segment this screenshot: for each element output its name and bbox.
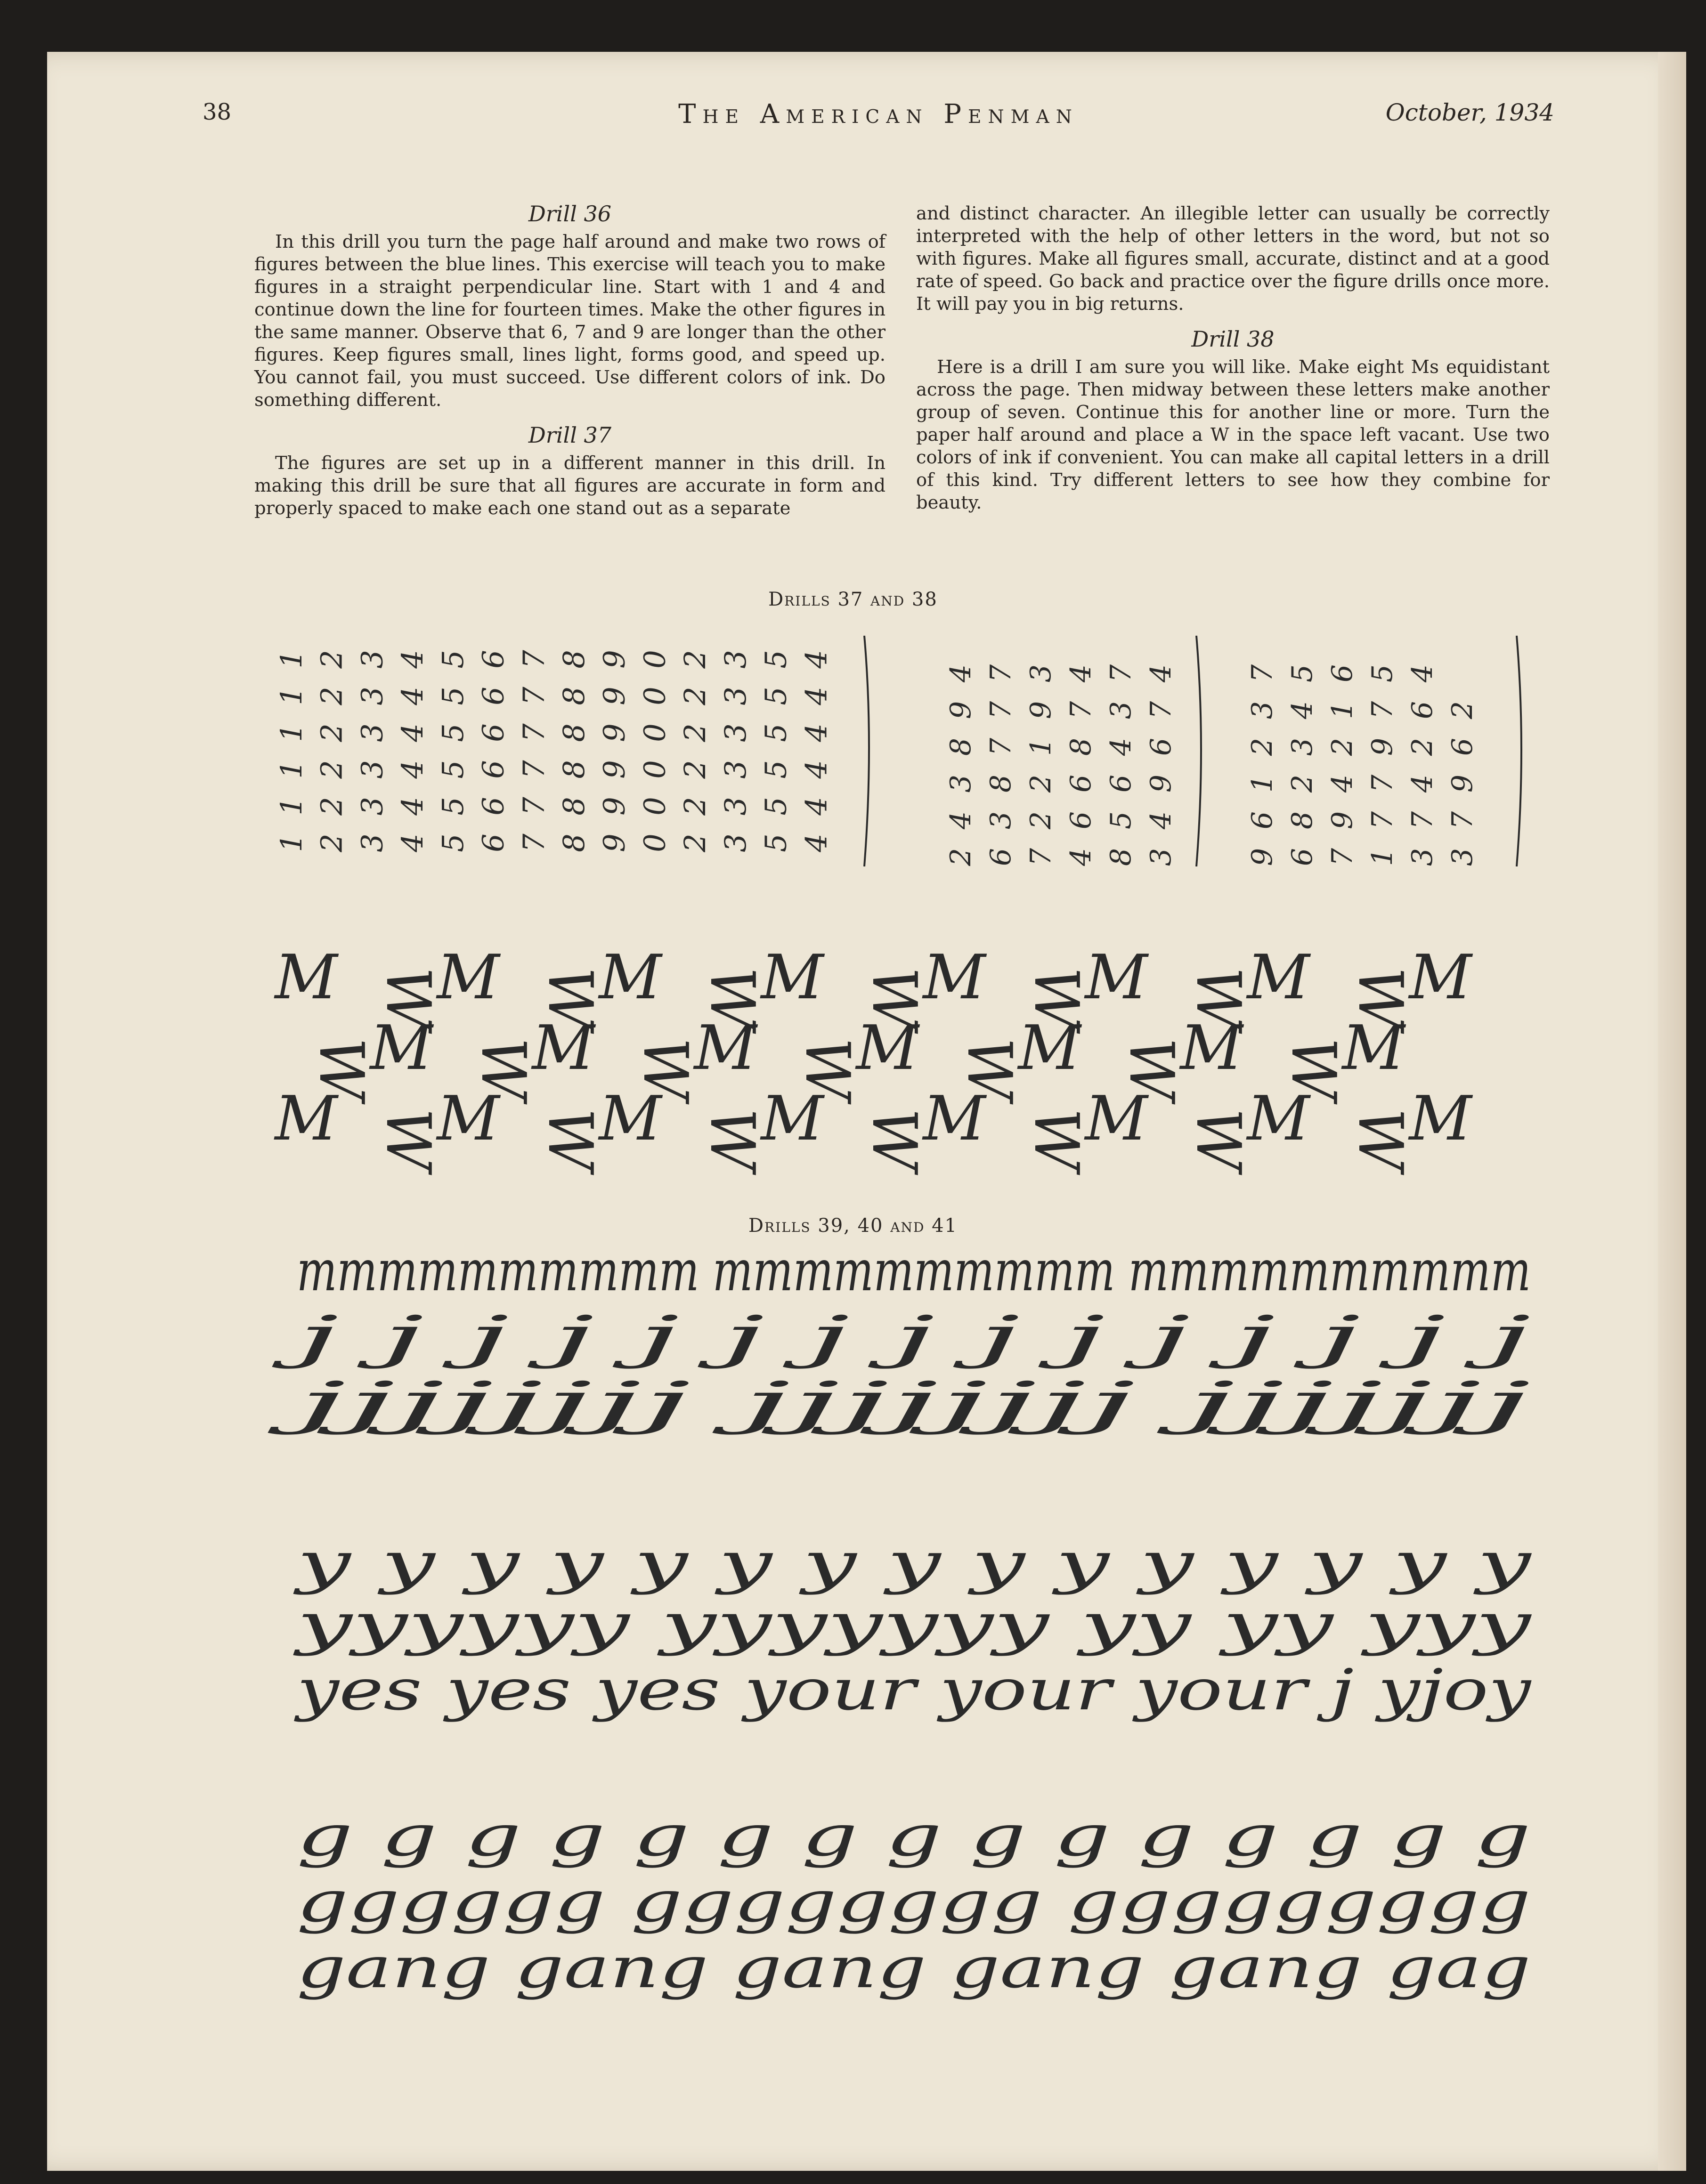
- drill-37b-figure: 9: [1366, 737, 1399, 756]
- figure-drill-37a-specimen: [944, 631, 1210, 876]
- drill-37a-figure: 9: [1145, 774, 1178, 793]
- figure-rows-a-svg: [944, 631, 1210, 876]
- drill-36-figure: 0: [637, 797, 672, 816]
- capital-w-letter: W: [697, 967, 768, 1030]
- drill-36-figure: 6: [476, 687, 511, 705]
- drill-37a-figure: 7: [1105, 664, 1137, 683]
- drill-36-figure: 5: [435, 650, 470, 669]
- drill-37a-figure: 7: [984, 664, 1017, 683]
- drill-36-figure: 2: [314, 760, 349, 779]
- drill-36-figure: 1: [274, 797, 309, 816]
- drill-36-figure: 5: [435, 687, 470, 705]
- bracket-line: [864, 636, 869, 866]
- bracket-line: [1196, 636, 1201, 866]
- drill-36-figure: 9: [597, 650, 632, 669]
- drill-36-figure: 3: [355, 797, 390, 816]
- running-head: [203, 99, 1554, 137]
- drill-37a-figure: 4: [1064, 664, 1097, 683]
- capital-m-letter: M: [856, 1012, 919, 1084]
- drill-36-figure: 6: [476, 833, 511, 852]
- drill-36-figure: 3: [355, 833, 390, 852]
- drill-36-figure: 3: [355, 760, 390, 779]
- drill-36-figure: 5: [435, 833, 470, 852]
- drill-36-figure: 4: [799, 723, 834, 742]
- drill-37b-figure: 8: [1286, 811, 1319, 830]
- capital-w-letter: W: [1183, 1108, 1254, 1171]
- capital-w-letter: W: [859, 1108, 930, 1171]
- drill-37b-figure: 4: [1406, 774, 1439, 793]
- drill-37b-figure: 6: [1406, 701, 1439, 720]
- drill-37b-figure: 2: [1406, 737, 1439, 756]
- drill-36-figure: 0: [637, 723, 672, 742]
- capital-m-letter: M: [1085, 941, 1148, 1013]
- drill-37-body: The figures are set up in a different manner in this drill. In making this drill be sure that all figures are accurate in form and properly spaced to make each one stand out as a separate: [254, 453, 885, 519]
- capital-m-letter: M: [370, 1012, 433, 1084]
- drill-36-figure: 2: [678, 760, 713, 779]
- drill-36-figure: 5: [435, 723, 470, 742]
- capital-m-letter: M: [923, 941, 986, 1013]
- drill-37b-figure: 3: [1286, 737, 1319, 756]
- capital-w-letter: W: [306, 1037, 377, 1100]
- drill-37a-figure: 8: [984, 774, 1017, 793]
- drill-37a-figure: 6: [984, 848, 1017, 866]
- drill-37-continuation: and distinct character. An illegible letter can usually be correctly interpreted with the help of other letters in the word, but not so with figures. Make all figures small, accurate, distinct and at a good rate of speed. Go back and practice over the figure drills once more. It will pay you in big returns.: [916, 203, 1550, 315]
- caption-drills-37-38: Drills 37 and 38: [768, 589, 938, 610]
- capital-m-letter: M: [437, 1083, 500, 1154]
- drill-37b-figure: 6: [1446, 737, 1479, 756]
- caption-drills-39-41: Drills 39, 40 and 41: [748, 1215, 958, 1237]
- drill-37a-figure: 6: [1064, 774, 1097, 793]
- drill-37a-figure: 6: [1105, 774, 1137, 793]
- drill-37b-figure: 9: [1326, 811, 1359, 830]
- drill-37a-figure: 4: [944, 811, 977, 830]
- drill-36-figure: 0: [637, 833, 672, 852]
- drill-37b-figure: 2: [1246, 737, 1279, 756]
- drill-36-figure: 6: [476, 760, 511, 779]
- drill-36-figure: 2: [314, 650, 349, 669]
- drill-36-figure: 2: [678, 687, 713, 705]
- drill-37a-figure: 4: [1064, 848, 1097, 866]
- drill-37b-figure: 7: [1366, 701, 1399, 720]
- drill-37a-figure: 4: [1145, 811, 1178, 830]
- capital-m-letter: M: [1409, 941, 1472, 1013]
- capital-w-letter: W: [535, 967, 606, 1030]
- drill-37a-figure: 7: [984, 737, 1017, 756]
- drill-37b-figure: 6: [1286, 848, 1319, 866]
- drill-36-figure: 1: [274, 833, 309, 852]
- drill-36-figure: 4: [395, 723, 430, 742]
- drill-37a-figure: 9: [1024, 701, 1057, 720]
- drill-36-figure: 2: [678, 723, 713, 742]
- drill-36-figure: 4: [799, 760, 834, 779]
- drill-37a-figure: 2: [944, 848, 977, 866]
- drill-36-figure: 6: [476, 650, 511, 669]
- drill-37b-figure: 7: [1366, 774, 1399, 793]
- capital-w-letter: W: [697, 1108, 768, 1171]
- drill-36-figure: 5: [758, 723, 793, 742]
- figure-drill-37b-specimen: [1248, 631, 1531, 876]
- drill-37a-figure: 6: [1064, 811, 1097, 830]
- figure-columns-svg: [274, 631, 876, 876]
- drill-37a-figure: 3: [944, 774, 977, 793]
- drill-38-heading: Drill 38: [1191, 326, 1275, 352]
- capital-w-letter: W: [1345, 967, 1416, 1030]
- drill-36-figure: 2: [314, 797, 349, 816]
- drill-37a-figure: 6: [1145, 737, 1178, 756]
- drill-37b-figure: 3: [1406, 848, 1439, 866]
- drill-37a-figure: 2: [1024, 774, 1057, 793]
- capital-w-letter: W: [468, 1037, 539, 1100]
- drill-36-figure: 4: [395, 650, 430, 669]
- drill-36-figure: 7: [516, 760, 551, 779]
- capital-m-letter: M: [1342, 1012, 1405, 1084]
- drill-37b-figure: 5: [1286, 664, 1319, 683]
- cursive-drills-specimen: [268, 1238, 1554, 2006]
- drill-37a-figure: 9: [944, 701, 977, 720]
- drill-37-heading: Drill 37: [528, 422, 612, 448]
- page-binding-shadow: [1658, 52, 1686, 2171]
- capital-w-letter: W: [630, 1037, 701, 1100]
- drill-37a-figure: 5: [1105, 811, 1137, 830]
- drill-36-figure: 3: [355, 650, 390, 669]
- drill-37a-figure: 8: [944, 737, 977, 756]
- drill-36-figure: 6: [476, 723, 511, 742]
- capital-m-letter: M: [437, 941, 500, 1013]
- capital-m-letter: M: [761, 941, 824, 1013]
- capital-w-letter: W: [373, 1108, 444, 1171]
- drill-36-figure: 3: [718, 650, 753, 669]
- drill-37b-figure: 3: [1246, 701, 1279, 720]
- capital-w-letter: W: [1021, 967, 1092, 1030]
- drill-36-figure: 0: [637, 760, 672, 779]
- drill-36-figure: 2: [678, 833, 713, 852]
- drill-36-figure: 4: [395, 833, 430, 852]
- drill-37a-figure: 4: [1145, 664, 1178, 683]
- capital-m-letter: M: [1180, 1012, 1243, 1084]
- drill-37b-figure: 2: [1326, 737, 1359, 756]
- drill-37a-figure: 3: [1145, 848, 1178, 866]
- cursive-line: gang gang gang gang gang gag: [297, 1935, 1531, 2001]
- drill-38-body: Here is a drill I am sure you will like. Make eight Ms equidistant across the page. Then midway between these letters make another group of seven. Continue this for another line or more. Turn the paper half around and place a W in the space left vacant. Use two colors of ink if convenient. You can make all capital letters in a drill of this kind. Try different letters to see how they combine for beauty.: [916, 356, 1550, 513]
- drill-37a-figure: 7: [1064, 701, 1097, 720]
- capital-m-letter: M: [599, 1083, 662, 1154]
- figure-rows-b-svg: [1248, 631, 1531, 876]
- drill-36-figure: 1: [274, 687, 309, 705]
- drill-37b-figure: 1: [1246, 774, 1279, 793]
- drill-37b-figure: 4: [1326, 774, 1359, 793]
- drill-37b-figure: 7: [1326, 848, 1359, 866]
- drill-36-figure: 0: [637, 687, 672, 705]
- drill-36-figure: 1: [274, 650, 309, 669]
- drill-37b-figure: 7: [1446, 811, 1479, 830]
- figure-drill-36-specimen: [274, 631, 876, 876]
- drill-37b-figure: 9: [1246, 848, 1279, 866]
- capital-m-letter: M: [761, 1083, 824, 1154]
- capital-w-letter: W: [1345, 1108, 1416, 1171]
- capital-m-letter: M: [1247, 1083, 1310, 1154]
- drill-36-figure: 3: [718, 723, 753, 742]
- left-column: [254, 202, 885, 532]
- drill-36-figure: 1: [274, 723, 309, 742]
- bracket-line: [1517, 636, 1521, 866]
- drill-37a-figure: 1: [1024, 737, 1057, 756]
- drill-36-figure: 8: [557, 650, 591, 669]
- drill-36-figure: 9: [597, 833, 632, 852]
- drill-36-figure: 5: [758, 650, 793, 669]
- cursive-line: gggggg gggggggg ggggggggg: [297, 1869, 1531, 1935]
- journal-title: The American Penman: [678, 99, 1079, 129]
- drill-37b-figure: 4: [1286, 701, 1319, 720]
- drill-37a-figure: 4: [1105, 737, 1137, 756]
- drill-37a-figure: 8: [1105, 848, 1137, 866]
- drill-37a-figure: 7: [1024, 848, 1057, 866]
- drill-36-heading: Drill 36: [528, 201, 612, 226]
- cursive-lines-svg: [268, 1238, 1554, 2006]
- drill-36-figure: 5: [758, 760, 793, 779]
- capital-w-letter: W: [859, 967, 930, 1030]
- drill-37b-figure: 6: [1246, 811, 1279, 830]
- capital-m-letter: M: [1018, 1012, 1081, 1084]
- drill-36-figure: 9: [597, 687, 632, 705]
- drill-36-figure: 8: [557, 760, 591, 779]
- drill-36-figure: 7: [516, 797, 551, 816]
- drill-36-figure: 5: [435, 760, 470, 779]
- cursive-line: jjjjjjjj jjjjjjjj jjjjjjj: [268, 1370, 1531, 1436]
- drill-37a-figure: 7: [1145, 701, 1178, 720]
- capital-m-w-drill-specimen: [275, 941, 1550, 1173]
- drill-36-figure: 0: [637, 650, 672, 669]
- drill-37b-figure: 1: [1366, 848, 1399, 866]
- drill-36-figure: 4: [799, 687, 834, 705]
- drill-36-figure: 7: [516, 833, 551, 852]
- capital-m-letter: M: [1409, 1083, 1472, 1154]
- drill-37b-figure: 5: [1366, 664, 1399, 683]
- cursive-line: y y y y y y y y y y y y y y y: [292, 1530, 1533, 1596]
- drill-36-figure: 5: [758, 797, 793, 816]
- capital-w-letter: W: [1116, 1037, 1187, 1100]
- drill-36-figure: 8: [557, 687, 591, 705]
- drill-37b-figure: 3: [1446, 848, 1479, 866]
- drill-37b-figure: 6: [1326, 664, 1359, 683]
- drill-37a-figure: 3: [1105, 701, 1137, 720]
- capital-m-letter: M: [532, 1012, 595, 1084]
- drill-36-figure: 4: [395, 687, 430, 705]
- capital-m-letter: M: [1247, 941, 1310, 1013]
- page-number: 38: [203, 99, 232, 125]
- drill-36-figure: 4: [395, 760, 430, 779]
- drill-36-figure: 3: [718, 687, 753, 705]
- cursive-line: yyyyyy yyyyyyy yy yy yyy: [292, 1592, 1533, 1657]
- drill-37a-figure: 8: [1064, 737, 1097, 756]
- capital-m-letter: M: [275, 1083, 338, 1154]
- cursive-line: mmmmmmmmmm mmmmmmmmmm mmmmmmmmmm: [297, 1238, 1531, 1304]
- drill-37b-figure: 2: [1446, 701, 1479, 720]
- drill-36-figure: 7: [516, 723, 551, 742]
- drill-37b-figure: 7: [1366, 811, 1399, 830]
- drill-37a-figure: 2: [1024, 811, 1057, 830]
- capital-m-letter: M: [923, 1083, 986, 1154]
- drill-36-figure: 2: [314, 723, 349, 742]
- drill-37b-figure: 9: [1446, 774, 1479, 793]
- drill-36-figure: 2: [678, 650, 713, 669]
- drill-36-figure: 5: [435, 797, 470, 816]
- drill-36-figure: 3: [355, 687, 390, 705]
- right-column: [916, 202, 1550, 526]
- drill-36-figure: 2: [678, 797, 713, 816]
- capital-w-letter: W: [1278, 1037, 1349, 1100]
- drill-37a-figure: 3: [1024, 664, 1057, 683]
- capital-w-letter: W: [1021, 1108, 1092, 1171]
- drill-36-figure: 1: [274, 760, 309, 779]
- drill-37b-figure: 1: [1326, 701, 1359, 720]
- drill-36-figure: 8: [557, 833, 591, 852]
- drill-36-figure: 2: [314, 833, 349, 852]
- drill-37a-figure: 4: [944, 664, 977, 683]
- drill-37b-figure: 7: [1246, 664, 1279, 683]
- capital-m-letter: M: [599, 941, 662, 1013]
- drill-36-figure: 5: [758, 833, 793, 852]
- capital-m-letter: M: [1085, 1083, 1148, 1154]
- cursive-line: j j j j j j j j j j j j j j j: [272, 1304, 1531, 1370]
- capital-w-letter: W: [373, 967, 444, 1030]
- drill-36-figure: 4: [799, 797, 834, 816]
- drill-37b-figure: 2: [1286, 774, 1319, 793]
- drill-36-figure: 3: [355, 723, 390, 742]
- drill-36-figure: 4: [799, 833, 834, 852]
- capital-m-letter: M: [275, 941, 338, 1013]
- drill-36-figure: 3: [718, 760, 753, 779]
- drill-36-figure: 7: [516, 650, 551, 669]
- capital-w-letter: W: [954, 1037, 1025, 1100]
- cursive-line: g g g g g g g g g g g g g g g: [297, 1804, 1531, 1869]
- drill-36-body: In this drill you turn the page half around and make two rows of figures between the blue lines. This exercise will teach you to make figures in a straight perpendicular line. Start with 1 and 4 and continue down the line for fourteen times. Make the other figures in the same manner. Observe that 6, 7 and 9 are longer than the other figures. Keep figures small, lines light, forms good, and speed up. You cannot fail, you must succeed. Use different colors of ink. Do something different.: [254, 231, 885, 411]
- drill-36-figure: 8: [557, 723, 591, 742]
- capital-w-letter: W: [535, 1108, 606, 1171]
- drill-36-figure: 2: [314, 687, 349, 705]
- drill-36-figure: 6: [476, 797, 511, 816]
- cursive-line: yes yes yes your your your j yjoy: [293, 1658, 1532, 1723]
- drill-36-figure: 7: [516, 687, 551, 705]
- drill-36-figure: 3: [718, 797, 753, 816]
- capital-w-letter: W: [792, 1037, 863, 1100]
- drill-36-figure: 9: [597, 797, 632, 816]
- drill-37a-figure: 7: [984, 701, 1017, 720]
- issue-date: October, 1934: [1385, 99, 1554, 126]
- capital-w-letter: W: [1183, 967, 1254, 1030]
- drill-37b-figure: 7: [1406, 811, 1439, 830]
- drill-36-figure: 8: [557, 797, 591, 816]
- capital-m-letter: M: [694, 1012, 757, 1084]
- drill-36-figure: 4: [799, 650, 834, 669]
- drill-37a-figure: 3: [984, 811, 1017, 830]
- m-w-rows-svg: [275, 941, 1550, 1173]
- drill-36-figure: 9: [597, 723, 632, 742]
- drill-36-figure: 5: [758, 687, 793, 705]
- drill-37b-figure: 4: [1406, 664, 1439, 683]
- drill-36-figure: 4: [395, 797, 430, 816]
- drill-36-figure: 3: [718, 833, 753, 852]
- drill-36-figure: 9: [597, 760, 632, 779]
